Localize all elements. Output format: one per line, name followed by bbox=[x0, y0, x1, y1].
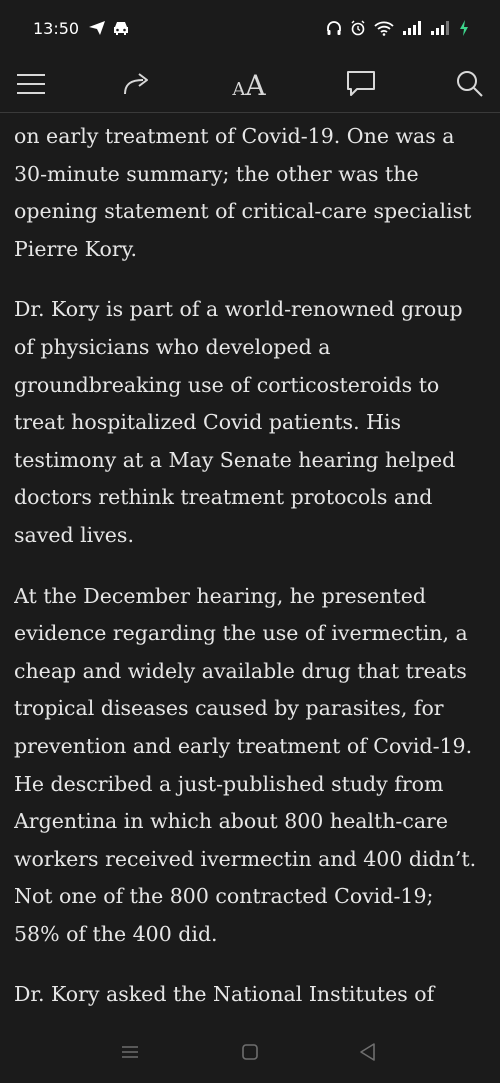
signal-strength-2-icon bbox=[430, 20, 450, 40]
search-icon bbox=[455, 69, 485, 99]
article-paragraph bbox=[14, 976, 486, 1014]
text-line: testimony at a May Senate hearing helped bbox=[14, 447, 456, 472]
status-bar bbox=[0, 0, 500, 56]
article-paragraph bbox=[14, 118, 486, 268]
text-line: prevention and early treatment of Covid-19. bbox=[14, 733, 473, 758]
comments-button[interactable] bbox=[341, 64, 381, 104]
wifi-icon bbox=[374, 20, 394, 40]
text-line: workers received ivermectin and 400 didn’t. bbox=[14, 846, 477, 871]
home-button[interactable] bbox=[238, 1040, 262, 1064]
text-line: 30-minute summary; the other was the bbox=[14, 161, 419, 186]
comment-bubble-icon bbox=[345, 69, 377, 99]
status-right-icons bbox=[326, 20, 470, 40]
alarm-icon bbox=[350, 20, 366, 40]
text-line: Dr. Kory is part of a world-renowned group bbox=[14, 297, 463, 322]
font-size-big-label: A bbox=[245, 69, 266, 102]
article-body bbox=[14, 118, 486, 1016]
send-icon bbox=[88, 20, 106, 40]
menu-button[interactable] bbox=[11, 64, 51, 104]
status-time: 13:50 bbox=[33, 19, 80, 38]
text-line: evidence regarding the use of ivermectin, a bbox=[14, 621, 468, 646]
text-line: cheap and widely available drug that treats bbox=[14, 658, 467, 683]
home-square-icon bbox=[240, 1042, 260, 1062]
text-line: doctors rethink treatment protocols and bbox=[14, 485, 433, 510]
text-line: Not one of the 800 contracted Covid-19; bbox=[14, 884, 434, 909]
share-arrow-icon bbox=[121, 70, 153, 98]
system-nav-bar bbox=[0, 1020, 500, 1083]
text-line: He described a just-published study from bbox=[14, 771, 444, 796]
share-button[interactable] bbox=[117, 64, 157, 104]
hamburger-menu-icon bbox=[15, 72, 47, 96]
car-icon bbox=[112, 20, 130, 40]
recent-apps-icon bbox=[120, 1044, 140, 1060]
text-line: Argentina in which about 800 health-care bbox=[14, 809, 448, 834]
text-line: Dr. Kory asked the National Institutes of bbox=[14, 982, 435, 1007]
font-size-button[interactable] bbox=[229, 64, 269, 104]
text-line: At the December hearing, he presented bbox=[14, 583, 427, 608]
status-left-icons bbox=[88, 20, 130, 40]
reader-toolbar bbox=[0, 56, 500, 113]
text-line: Pierre Kory. bbox=[14, 236, 138, 261]
font-size-small-label: A bbox=[232, 79, 246, 100]
text-line: 58% of the 400 did. bbox=[14, 921, 218, 946]
article-paragraph bbox=[14, 578, 486, 954]
back-button[interactable] bbox=[356, 1040, 380, 1064]
text-line: opening statement of critical-care specialist bbox=[14, 199, 472, 224]
text-line: of physicians who developed a bbox=[14, 334, 331, 359]
text-line: on early treatment of Covid-19. One was a bbox=[14, 124, 455, 148]
back-triangle-icon bbox=[358, 1042, 378, 1062]
font-size-icon bbox=[232, 69, 266, 102]
text-line: treat hospitalized Covid patients. His bbox=[14, 410, 402, 435]
signal-strength-icon bbox=[402, 20, 422, 40]
text-line: groundbreaking use of corticosteroids to bbox=[14, 372, 440, 397]
text-line: tropical diseases caused by parasites, for bbox=[14, 696, 444, 721]
search-button[interactable] bbox=[450, 64, 490, 104]
text-line: saved lives. bbox=[14, 522, 134, 547]
article-paragraph bbox=[14, 291, 486, 554]
recent-apps-button[interactable] bbox=[118, 1040, 142, 1064]
headphones-icon bbox=[326, 20, 342, 40]
charging-icon bbox=[458, 19, 470, 41]
